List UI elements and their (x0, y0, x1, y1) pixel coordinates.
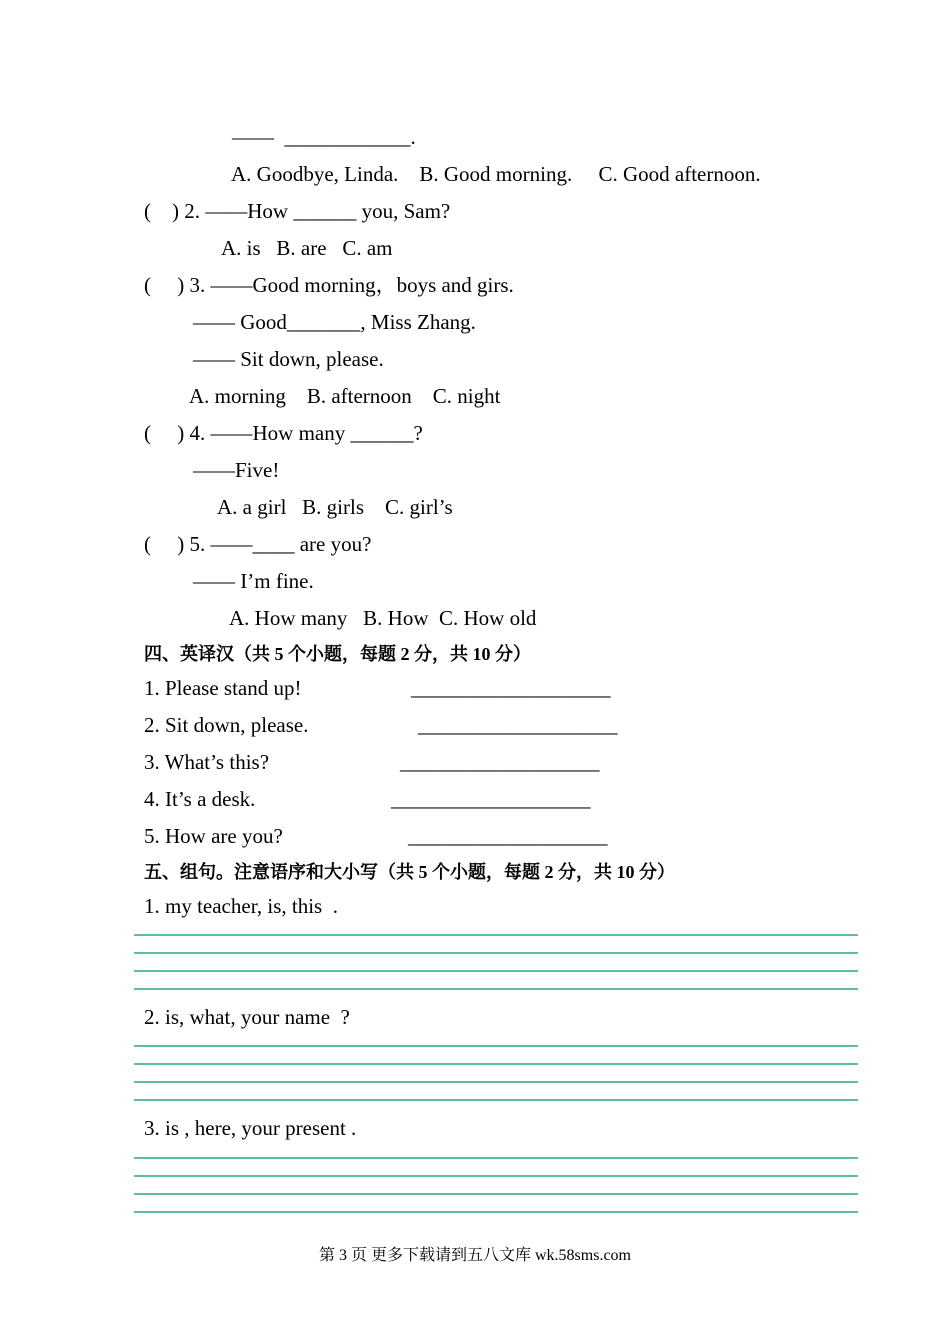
writing-line (134, 1081, 858, 1083)
writing-line (134, 988, 858, 990)
q3-line3: —— Sit down, please. (193, 347, 384, 371)
q3-line2: —— Good_______, Miss Zhang. (193, 310, 476, 334)
writing-line (134, 1099, 858, 1101)
writing-line (134, 1193, 858, 1195)
section5-heading: 五、组句。注意语序和大小写（共 5 个小题，每题 2 分，共 10 分） (144, 862, 675, 882)
page-footer: 第 3 页 更多下载请到五八文库 wk.58sms.com (318, 1247, 631, 1264)
q1-options: A. Goodbye, Linda. B. Good morning. C. Good afternoon. (231, 162, 761, 186)
translation-blank-5[interactable]: ___________________ (408, 824, 608, 848)
section4-heading: 四、英译汉（共 5 个小题，每题 2 分，共 10 分） (144, 644, 531, 664)
writing-line (134, 970, 858, 972)
q4-line2: ——Five! (193, 458, 280, 482)
translation-item-2: 2. Sit down, please. (144, 713, 309, 737)
writing-lines-2[interactable] (134, 1045, 858, 1107)
translation-blank-4[interactable]: ___________________ (391, 787, 591, 811)
sentence-item-3: 3. is , here, your present . (144, 1116, 357, 1140)
translation-item-4: 4. It’s a desk. (144, 787, 256, 811)
translation-item-1: 1. Please stand up! (144, 676, 302, 700)
translation-blank-2[interactable]: ___________________ (418, 713, 618, 737)
q1-answer-line: —— ____________. (232, 125, 416, 149)
sentence-item-1: 1. my teacher, is, this . (144, 894, 338, 918)
q2-question: ( ) 2. ——How ______ you, Sam? (144, 199, 451, 223)
writing-line (134, 1063, 858, 1065)
writing-line (134, 1175, 858, 1177)
q5-options: A. How many B. How C. How old (229, 606, 537, 630)
writing-line (134, 1211, 858, 1213)
translation-item-5: 5. How are you? (144, 824, 283, 848)
q5-question: ( ) 5. ——____ are you? (144, 532, 372, 556)
writing-line (134, 1157, 858, 1159)
writing-lines-3[interactable] (134, 1157, 858, 1219)
writing-line (134, 1045, 858, 1047)
q3-options: A. morning B. afternoon C. night (189, 384, 501, 408)
q4-options: A. a girl B. girls C. girl’s (217, 495, 453, 519)
writing-line (134, 952, 858, 954)
translation-item-3: 3. What’s this? (144, 750, 270, 774)
writing-lines-1[interactable] (134, 934, 858, 996)
sentence-item-2: 2. is, what, your name ? (144, 1005, 350, 1029)
translation-blank-1[interactable]: ___________________ (411, 676, 611, 700)
writing-line (134, 934, 858, 936)
q2-options: A. is B. are C. am (221, 236, 393, 260)
q3-question: ( ) 3. ——Good morning，boys and girs. (144, 273, 514, 297)
q4-question: ( ) 4. ——How many ______? (144, 421, 423, 445)
translation-blank-3[interactable]: ___________________ (400, 750, 600, 774)
q5-line2: —— I’m fine. (193, 569, 314, 593)
